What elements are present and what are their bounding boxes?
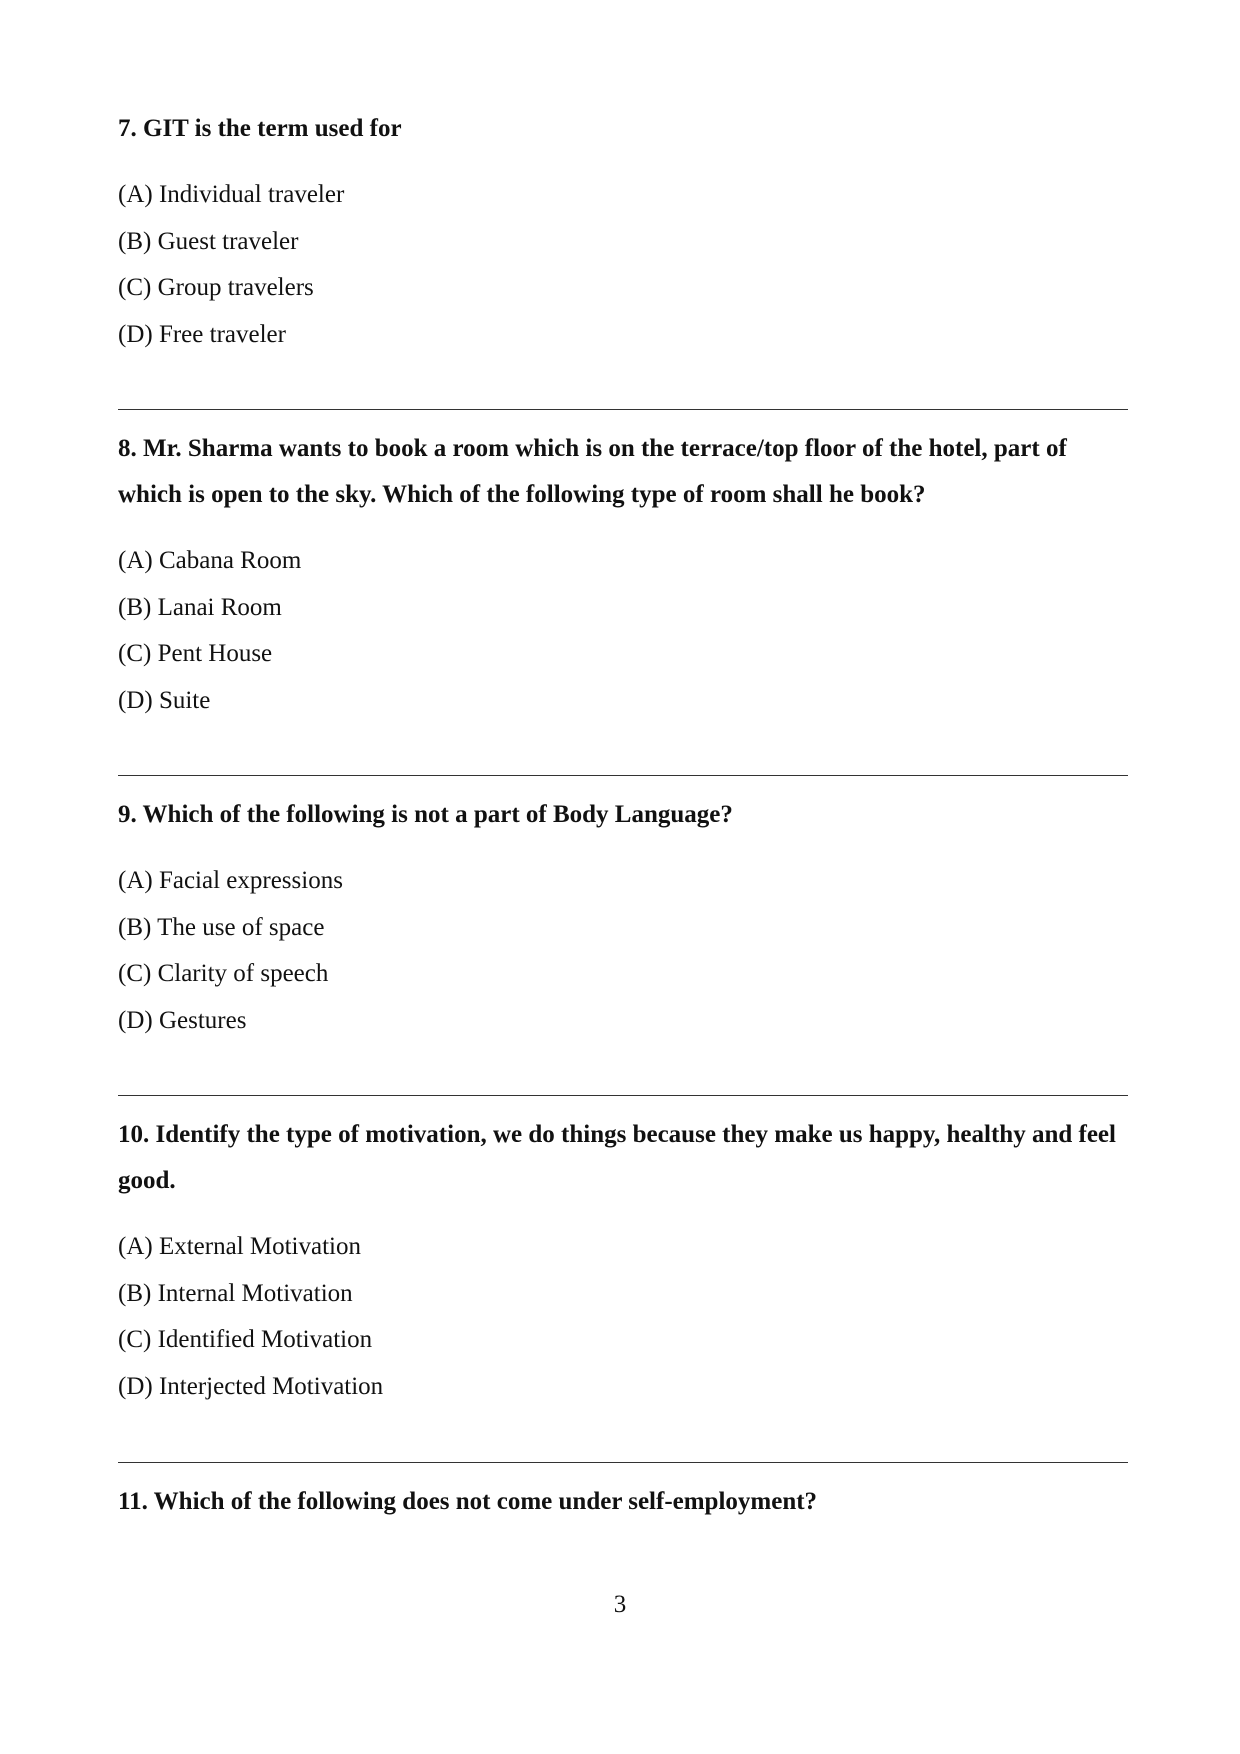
option-b: (B) Internal Motivation <box>118 1279 353 1307</box>
options-list <box>118 1224 1128 1411</box>
option-d: (D) Gestures <box>118 1007 247 1035</box>
option-a: (A) Facial expressions <box>118 867 343 894</box>
option-c: (C) Group travelers <box>118 274 314 302</box>
option-c: (C) Identified Motivation <box>118 1326 373 1354</box>
option-a: (A) External Motivation <box>118 1233 361 1260</box>
question-10 <box>118 1112 1128 1411</box>
options-list <box>118 172 1128 359</box>
options-list <box>118 538 1128 725</box>
option-d: (D) Free traveler <box>118 321 286 349</box>
question-text: 8. Mr. Sharma wants to book a room which is on the terrace/top floor of the hotel, part of which is open to the sky. Which of the following type of room shall he book? <box>118 435 1067 508</box>
question-text: 10. Identify the type of motivation, we do things because they make us happy, healthy and feel good. <box>118 1121 1116 1194</box>
option-a: (A) Cabana Room <box>118 547 302 574</box>
divider <box>118 1462 1128 1463</box>
question-7 <box>118 106 1128 359</box>
question-8 <box>118 426 1128 725</box>
options-list <box>118 858 1128 1045</box>
question-text: 11. Which of the following does not come under self-employment? <box>118 1488 818 1515</box>
question-9 <box>118 792 1128 1045</box>
option-c: (C) Clarity of speech <box>118 960 329 988</box>
option-b: (B) The use of space <box>118 913 325 941</box>
option-d: (D) Interjected Motivation <box>118 1373 384 1401</box>
divider <box>118 775 1128 776</box>
divider <box>118 1095 1128 1096</box>
option-b: (B) Guest traveler <box>118 227 299 255</box>
option-d: (D) Suite <box>118 687 211 715</box>
option-b: (B) Lanai Room <box>118 593 282 621</box>
question-text: 7. GIT is the term used for <box>118 115 402 142</box>
question-11 <box>118 1479 1128 1525</box>
question-text: 9. Which of the following is not a part of Body Language? <box>118 801 733 828</box>
page-number: 3 <box>613 1591 627 1618</box>
divider <box>118 409 1128 410</box>
option-a: (A) Individual traveler <box>118 181 345 208</box>
option-c: (C) Pent House <box>118 640 273 668</box>
